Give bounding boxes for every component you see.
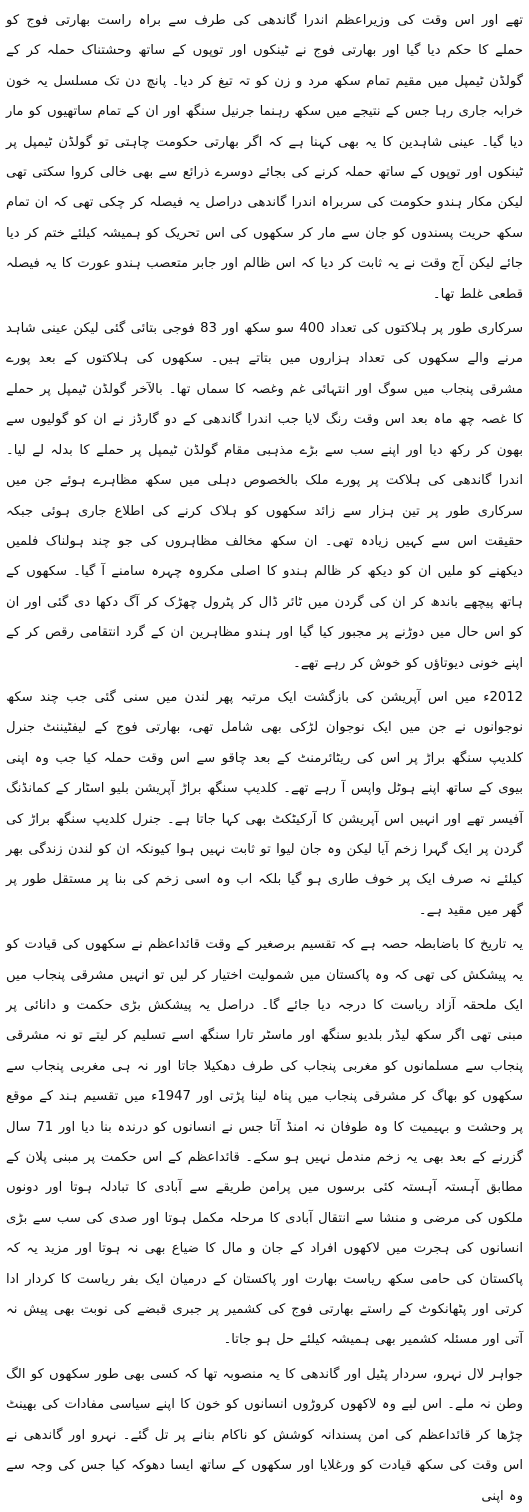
article-paragraph-4: یہ تاریخ کا باضابطہ حصہ ہے کہ تقسیم برصغیر کے وقت قائداعظم نے سکھوں کی قیادت کو یہ پیشکش کی تھی کہ وہ پاکستان میں شمولیت اختیار کر لیں تو انہیں مشرقی پنجاب میں ایک ملحقہ آزاد ریاست کا درجہ دیا جائے گا۔ دراصل یہ پیشکش بڑی حکمت و دانائی پر مبنی تھی اگر سکھ لیڈر بلدیو سنگھ اور ماسٹر تارا سنگھ اسے تسلیم کر لیتے تو نہ مشرقی پنجاب سے مسلمانوں کو مغربی پنجاب کی طرف دھکیلا جاتا اور نہ ہی مغربی پنجاب سے سکھوں کو بھاگ کر مشرقی پنجاب میں پناہ لینا پڑتی اور 1947ء میں تقسیم ہند کے موقع پر وحشت و بہیمیت کا وہ طوفان نہ امنڈ آتا جس نے انسانوں کو درندہ بنا دیا اور 71 سال گزرنے کے بعد بھی یہ زخم مندمل نہیں ہو سکے۔ قائداعظم کے اس حکمت پر مبنی پلان کے مطابق آہستہ آہستہ کئی برسوں میں پرامن طریقے سے آبادی کا تبادلہ ہوتا اور دونوں ملکوں کی مرضی و منشا سے انتقال آبادی کا مرحلہ مکمل ہوتا اور صدی کی سب سے بڑی انسانوں کی ہجرت میں لاکھوں افراد کے جان و مال کا ضیاع بھی نہ ہوتا اور مزید یہ کہ پاکستان کی حامی سکھ ریاست بھارت اور پاکستان کے درمیان ایک بفر ریاست کا کردار ادا کرتی اور پٹھانکوٹ کے راستے بھارتی فوج کی کشمیر پر جبری قبضے کی نوبت بھی پیش نہ آتی اور مسئلہ کشمیر بھی ہمیشہ کیلئے حل ہو جاتا۔ <box>6 937 523 1348</box>
article-paragraph-1: تھے اور اس وقت کی وزیراعظم اندرا گاندھی کی طرف سے براہ راست بھارتی فوج کو حملے کا حکم دیا گیا اور بھارتی فوج نے ٹینکوں اور توپوں کے ساتھ وحشتناک حملہ کر کے گولڈن ٹیمپل میں مقیم تمام سکھ مرد و زن کو تہ تیغ کر دیا۔ پانچ دن تک مسلسل یہ خون خرابہ جاری رہا جس کے نتیجے میں سکھ رہنما جرنیل سنگھ اور ان کے تمام ساتھیوں کو مار دیا گیا۔ عینی شاہدین کا یہ بھی کہنا ہے کہ اگر بھارتی حکومت چاہتی تو گولڈن ٹیمپل پر ٹینکوں اور توپوں کے ساتھ حملہ کرنے کی بجائے دوسرے ذرائع سے بھی خالی کروا سکتی تھی لیکن مکار ہندو حکومت کی سربراہ اندرا گاندھی دراصل یہ فیصلہ کر چکی تھی کہ ان تمام سکھ حریت پسندوں کو جان سے مار کر سکھوں کی اس تحریک کو ہمیشہ کیلئے ختم کر دیا جائے لیکن آج وقت نے یہ ثابت کر دیا کہ اس ظالم اور جابر متعصب ہندو عورت کا یہ فیصلہ قطعی غلط تھا۔ <box>6 13 523 302</box>
article-paragraph-3: 2012ء میں اس آپریشن کی بازگشت ایک مرتبہ پھر لندن میں سنی گئی جب چند سکھ نوجوانوں نے جن میں ایک نوجوان لڑکی بھی شامل تھی، بھارتی فوج کے لیفٹیننٹ جنرل کلدیپ سنگھ براڑ پر اس کی ریٹائرمنٹ کے بعد چاقو سے اس وقت حملہ کیا جب وہ اپنی بیوی کے ساتھ اپنے ہوٹل واپس آ رہے تھے۔ کلدیپ سنگھ براڑ آپریشن بلیو اسٹار کے کمانڈنگ آفیسر تھے اور انہیں اس آپریشن کا آرکیٹکٹ بھی کہا جاتا ہے۔ جنرل کلدیپ سنگھ براڑ کی گردن پر ایک گہرا زخم آیا لیکن وہ جان لیوا تو ثابت نہیں ہوا کیونکہ ان کو لندن زندگی بھر کیلئے نہ صرف ایک پر خوف طاری ہو گیا بلکہ اب وہ اسی زخم کی بنا پر مستقل طور پر گھر میں مقید ہے۔ <box>6 689 523 918</box>
article-paragraph-5: جواہر لال نہرو، سردار پٹیل اور گاندھی کا یہ منصوبہ تھا کہ کسی بھی طور سکھوں کو الگ وطن نہ ملے۔ اس لیے وہ لاکھوں کروڑوں انسانوں کو خون کا اپنے سیاسی مفادات کی بھینٹ چڑھا کر قائداعظم کی امن پسندانہ کوشش کو ناکام بنانے پر تل گئے۔ نہرو اور گاندھی نے اس وقت کی سکھ قیادت کو ورغلایا اور سکھوں کے ساتھ ایسا دھوکہ کیا جس کی وجہ سے وہ اپنی <box>6 1366 523 1504</box>
article-body <box>6 6 523 1512</box>
article-paragraph-2: سرکاری طور پر ہلاکتوں کی تعداد 400 سو سکھ اور 83 فوجی بتائی گئی لیکن عینی شاہد مرنے والے سکھوں کی تعداد ہزاروں میں بتاتے ہیں۔ سکھوں کی ہلاکتوں کے بعد پورے مشرقی پنجاب میں سوگ اور انتہائی غم وغصہ کا سماں تھا۔ بالآخر گولڈن ٹیمپل پر حملے کا غصہ چھ ماہ بعد اس وقت رنگ لایا جب اندرا گاندھی کے دو گارڈز نے ان کو گولیوں سے بھون کر رکھ دیا اور اپنے سب سے بڑے مذہبی مقام گولڈن ٹیمپل پر حملے کا بدلہ لے لیا۔ اندرا گاندھی کی ہلاکت پر پورے ملک بالخصوص دہلی میں سکھ مظاہرے ہوئے جن میں سرکاری طور پر تین ہزار سے زائد سکھوں کو ہلاک کرنے کی اطلاع جاری ہوئی جبکہ حقیقت اس سے کہیں زیادہ تھی۔ ان سکھ مخالف مظاہروں کی جو چند ہولناک فلمیں دیکھنے کو ملیں ان کو دیکھ کر ظالم ہندو کا اصلی مکروہ چہرہ سامنے آ گیا۔ سکھوں کے ہاتھ پیچھے باندھ کر ان کی گردن میں ٹائر ڈال کر پٹرول چھڑک کر آگ دکھا دی گئی اور ان کو اس حال میں دوڑنے پر مجبور کیا گیا اور ہندو مظاہرین ان کے گرد انتقامی رقص کر کے اپنے خونی دیوتاؤں کو خوش کر رہے تھے۔ <box>6 321 523 671</box>
